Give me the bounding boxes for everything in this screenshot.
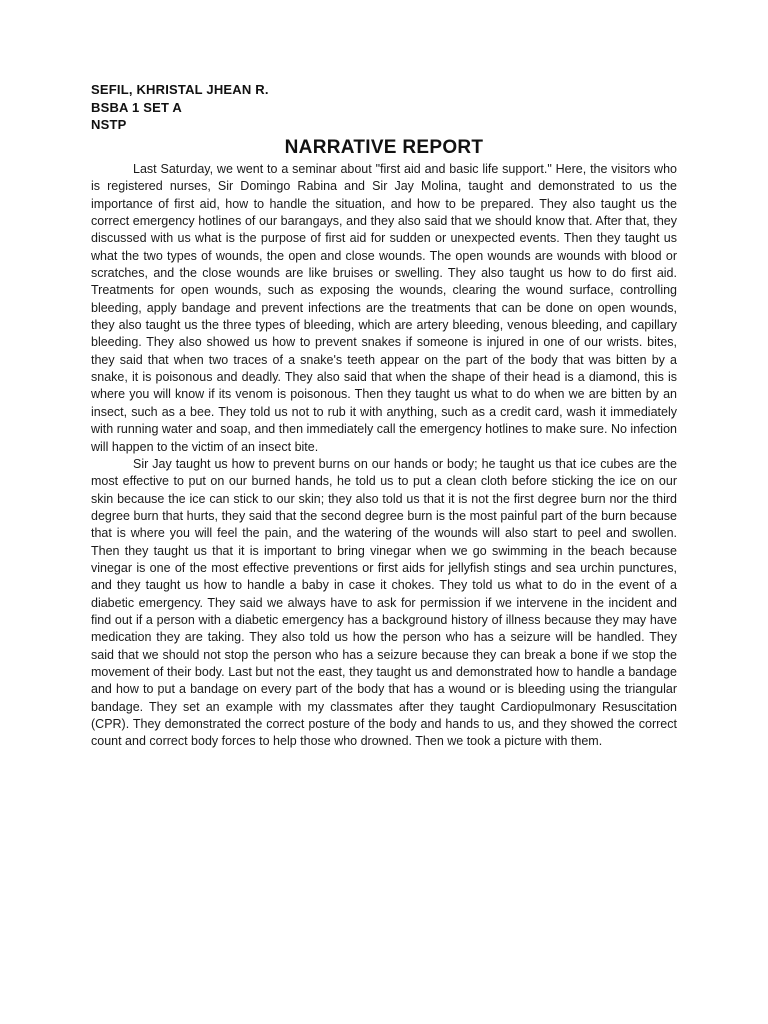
report-body: [91, 161, 677, 751]
paragraph-1: Last Saturday, we went to a seminar about "first aid and basic life support." Here, the visitors who is registered nurses, Sir Domingo Rabina and Sir Jay Molina, taught and demonstrated to us the importance of first aid, how to handle the situation, and how to be prepared. They also taught us the correct emergency hotlines of our barangays, and they also said that we should know that. After that, they discussed with us what is the purpose of first aid for sudden or unexpected events. Then they taught us what the two types of wounds, the open and close wounds. The open wounds are wounds with blood or scratches, and the close wounds are like bruises or swelling. They also taught us how to do first aid. Treatments for open wounds, such as exposing the wounds, clearing the wound surface, controlling bleeding, apply bandage and prevent infections are the treatments that can be done on open wounds, they also taught us the three types of bleeding, which are artery bleeding, venous bleeding, and capillary bleeding. They also showed us how to prevent snakes if someone is injured in one of our wrists. bites, they said that when two traces of a snake's teeth appear on the part of the body that was bitten by a snake, it is poisonous and deadly. They also said that when the shape of their head is a diamond, this is where you will know if its venom is poisonous. Then they taught us what to do when we are bitten by an insect, such as a bee. They told us not to rub it with anything, such as a credit card, wash it immediately with running water and soap, and then immediately call the emergency hotlines to make sure. No infection will happen to the victim of an insect bite.: [91, 162, 677, 454]
course-section: BSBA 1 SET A: [91, 99, 183, 115]
paragraph-2: Sir Jay taught us how to prevent burns on our hands or body; he taught us that ice cubes are the most effective to put on our burned hands, he told us to put a clean cloth before sticking the ice on our skin because the ice can stick to our skin; they also told us that it is not the first degree burn nor the third degree burn that hurts, they said that the second degree burn is the most painful part of the burn because that is where you will feel the pain, and the watering of the wounds will also start to peel and swollen. Then they taught us that it is important to bring vinegar when we go swimming in the beach because vinegar is one of the most effective preventions or first aids for jellyfish stings and sea urchin punctures, and they taught us how to handle a baby in case it chokes. They told us what to do in the event of a diabetic emergency. They said we always have to ask for permission if we intervene in the incident and find out if a person with a diabetic emergency has a background history of illness because they may have medication they are taking. They also told us how the person who has a seizure will be handled. They said that we should not stop the person who has a seizure because they can break a bone if we stop the movement of their body. Last but not the east, they taught us and demonstrated how to handle a bandage and how to put a bandage on every part of the body that has a wound or is bleeding using the triangular bandage. They set an example with my classmates after they taught Cardiopulmonary Resuscitation (CPR). They demonstrated the correct posture of the body and hands to us, and they showed the correct count and correct body forces to help those who drowned. Then we took a picture with them.: [91, 456, 677, 749]
report-title: NARRATIVE REPORT: [284, 137, 484, 158]
document-header: [91, 81, 491, 134]
subject-name: NSTP: [91, 117, 127, 132]
student-name: SEFIL, KHRISTAL JHEAN R.: [91, 82, 269, 97]
